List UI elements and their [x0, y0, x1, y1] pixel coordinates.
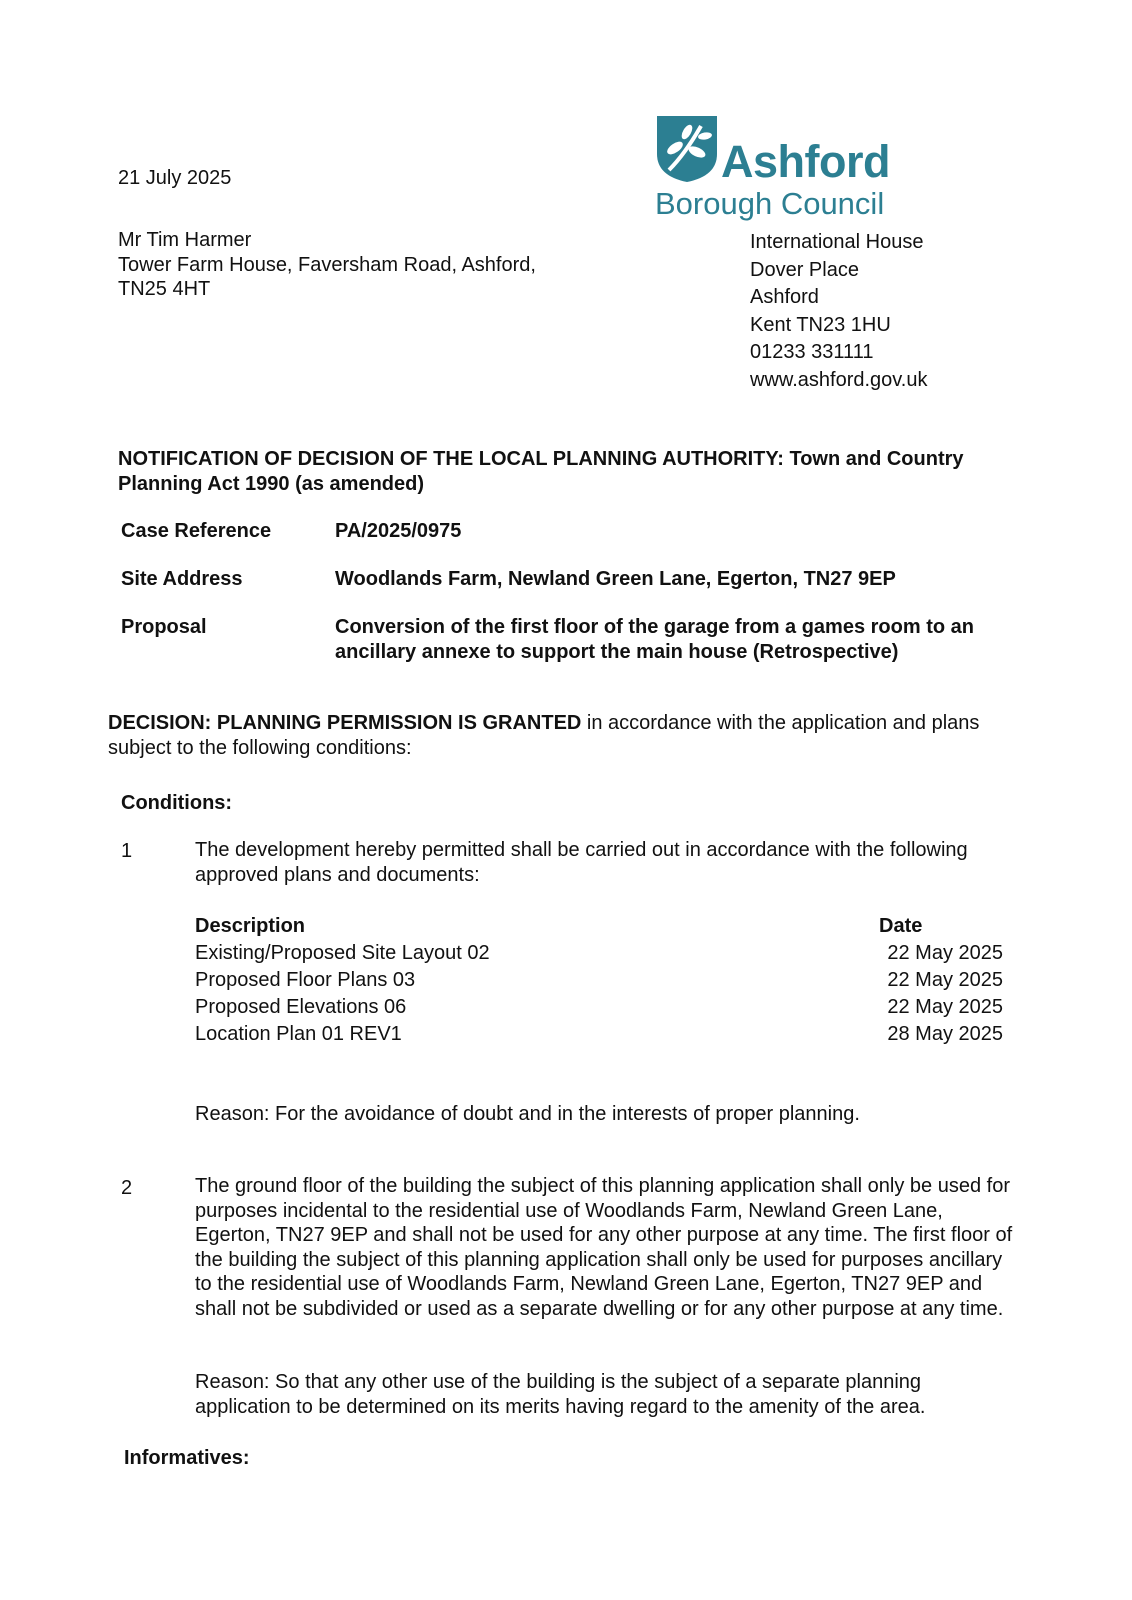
letter-date: 21 July 2025 [118, 167, 232, 189]
proposal-label: Proposal [121, 616, 207, 638]
council-address-line: Kent TN23 1HU [750, 313, 891, 336]
case-reference-value: PA/2025/0975 [335, 520, 462, 542]
council-address-line: Dover Place [750, 258, 859, 281]
plans-column-date: Date [879, 915, 923, 937]
proposal-value: Conversion of the first floor of the garage from a games room to an ancillary annexe to support the main house (Retrospective) [335, 616, 974, 663]
council-website: www.ashford.gov.uk [750, 368, 928, 391]
decision-statement [108, 711, 1028, 760]
conditions-heading: Conditions: [121, 792, 233, 814]
case-reference-label: Case Reference [121, 520, 272, 542]
informatives-heading: Informatives: [124, 1447, 250, 1469]
recipient-name: Mr Tim Harmer [118, 229, 252, 251]
logo-wordmark: Ashford [721, 136, 890, 187]
decision-text: in accordance with the application and plans subject to the following conditions: [108, 712, 980, 759]
condition-1-text: The development hereby permitted shall be carried out in accordance with the following approved plans and documents: [195, 839, 968, 886]
plan-description: Proposed Floor Plans 03 [195, 969, 416, 991]
plan-description: Existing/Proposed Site Layout 02 [195, 942, 490, 964]
plan-description: Location Plan 01 REV1 [195, 1023, 402, 1045]
condition-number: 1 [121, 840, 133, 862]
plan-date: 22 May 2025 [887, 942, 1003, 964]
plan-date: 22 May 2025 [887, 996, 1003, 1018]
council-address [750, 229, 928, 394]
site-address-label: Site Address [121, 568, 243, 590]
site-address-value: Woodlands Farm, Newland Green Lane, Egerton, TN27 9EP [335, 568, 896, 590]
council-address-line: International House [750, 231, 924, 253]
condition-2-text: The ground floor of the building the subject of this planning application shall only be used for purposes incidental to the residential use of Woodlands Farm, Newland Green Lane, Egerton, TN27 9EP and shall not be used for any other purpose at any time. The first floor of the building the subject of this planning application shall only be used for purposes ancillary to the residential use of Woodlands Farm, Newland Green Lane, Egerton, TN27 9EP and shall not be subdivided or used as a separate dwelling or for any other purpose at any time. [195, 1175, 1013, 1320]
council-phone: 01233 331111 [750, 341, 874, 363]
recipient-postcode: TN25 4HT [118, 278, 211, 300]
condition-1-reason: Reason: For the avoidance of doubt and in the interests of proper planning. [195, 1103, 860, 1125]
recipient-address-line: Tower Farm House, Faversham Road, Ashford, [118, 253, 536, 276]
condition-2-reason: Reason: So that any other use of the building is the subject of a separate planning application to be determined on its merits having regard to the amenity of the area. [195, 1371, 926, 1418]
council-address-line: Ashford [750, 286, 819, 308]
decision-label: DECISION: PLANNING PERMISSION IS GRANTED [108, 712, 582, 734]
plan-description: Proposed Elevations 06 [195, 996, 407, 1018]
plans-column-description: Description [195, 915, 306, 937]
recipient-address [118, 228, 588, 302]
condition-number: 2 [121, 1177, 133, 1199]
notification-heading: NOTIFICATION OF DECISION OF THE LOCAL PLANNING AUTHORITY: Town and Country Planning Act 1990 (as amended) [118, 448, 964, 495]
leaf-shield-icon [655, 114, 719, 184]
plan-date: 22 May 2025 [887, 969, 1003, 991]
council-logo [655, 114, 895, 226]
logo-subtitle: Borough Council [655, 186, 885, 221]
plan-date: 28 May 2025 [887, 1023, 1003, 1045]
